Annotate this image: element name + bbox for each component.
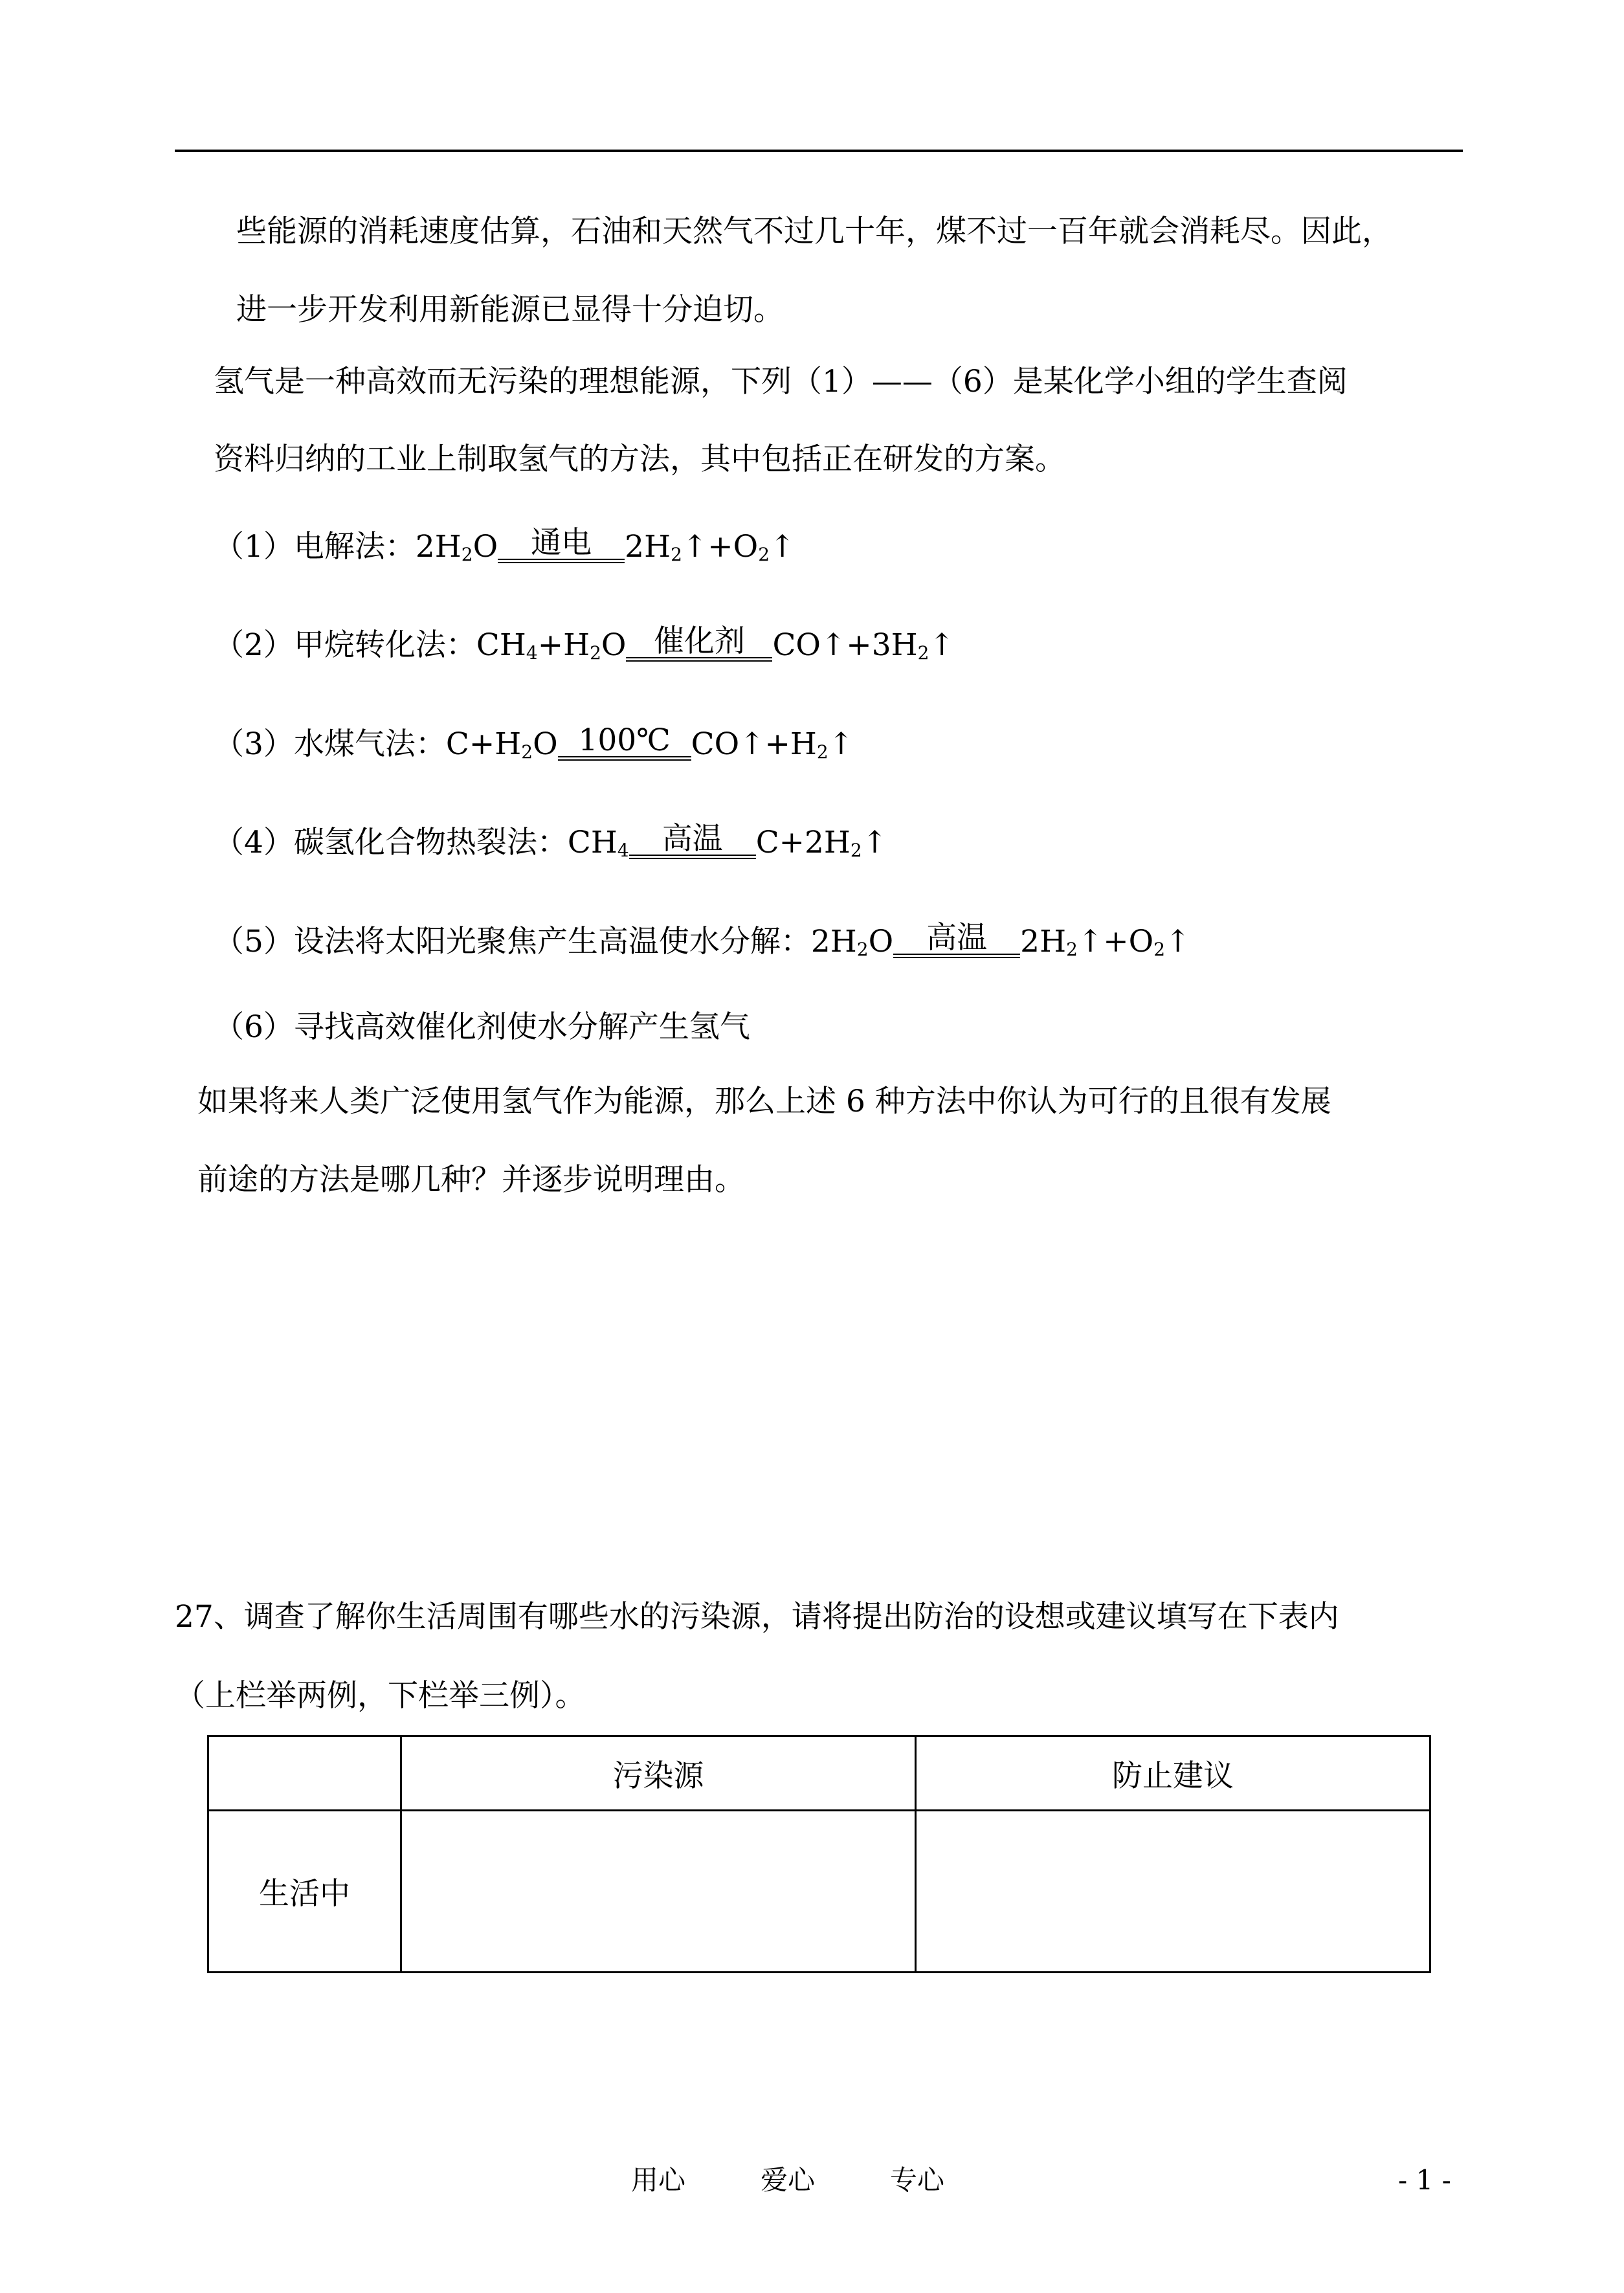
subscript: 2: [758, 544, 770, 565]
subscript: 2: [850, 840, 862, 861]
formula-part: O: [533, 726, 558, 762]
formula-part: O: [473, 529, 498, 565]
table-header-prevention: 防止建议: [916, 1736, 1430, 1811]
formula-part: 2H: [1020, 924, 1067, 959]
gas-arrow: ↑: [862, 825, 888, 860]
gas-arrow: ↑: [828, 726, 854, 762]
method-label: （2）甲烷转化法：: [214, 627, 476, 663]
footer-motto-1: 用心: [631, 2164, 686, 2196]
method-4: [214, 823, 887, 863]
reaction-condition: 通电: [498, 528, 625, 563]
method-5: [214, 920, 1191, 962]
table-row-label: 生活中: [208, 1811, 401, 1973]
reaction-condition: 100℃: [558, 725, 691, 761]
header-rule: [175, 150, 1463, 152]
formula-part: CH: [476, 627, 526, 663]
question-line: 如果将来人类广泛使用氢气作为能源，那么上述 6 种方法中你认为可行的且很有发展: [197, 1084, 1331, 1119]
method-label: （3）水煤气法：: [214, 726, 446, 762]
method-2: [214, 623, 955, 666]
subscript: 2: [461, 544, 473, 565]
question-27-line: 27、调查了解你生活周围有哪些水的污染源，请将提出防治的设想或建议填写在下表内: [175, 1599, 1339, 1635]
subscript: 2: [521, 741, 533, 763]
method-label: （1）电解法：: [214, 529, 416, 565]
paragraph-line: 氢气是一种高效而无污染的理想能源，下列（1）——（6）是某化学小组的学生查阅: [214, 364, 1348, 399]
method-label: （5）设法将太阳光聚焦产生高温使水分解：: [214, 924, 811, 959]
formula-part: 2H: [415, 529, 462, 565]
subscript: 2: [856, 939, 869, 960]
subscript: 2: [590, 642, 601, 664]
method-3: [214, 722, 854, 765]
subscript: 2: [1153, 939, 1166, 960]
formula-part: 2H: [810, 924, 857, 959]
pollution-table: [207, 1735, 1431, 1973]
subscript: 4: [526, 642, 538, 664]
reaction-condition: 高温: [629, 823, 756, 859]
paragraph-line: 进一步开发利用新能源已显得十分迫切。: [236, 292, 784, 328]
formula-part: 2H: [625, 529, 671, 565]
reaction-condition: 催化剂: [626, 626, 772, 662]
footer-motto-3: 专心: [890, 2164, 945, 2196]
table-header-empty: [208, 1736, 401, 1811]
formula-part: CO↑+H: [691, 726, 817, 762]
formula-part: O: [601, 627, 627, 663]
question-27-line: （上栏举两例，下栏举三例）。: [175, 1678, 586, 1714]
formula-part: CO↑+3H: [772, 627, 918, 663]
reaction-condition: 高温: [893, 923, 1020, 958]
paragraph-line: 些能源的消耗速度估算，石油和天然气不过几十年，煤不过一百年就会消耗尽。因此，: [236, 214, 1392, 249]
subscript: 4: [617, 840, 629, 861]
question-line: 前途的方法是哪几种？并逐步说明理由。: [197, 1162, 745, 1198]
formula-part: C+2H: [755, 825, 851, 860]
method-label: （4）碳氢化合物热裂法：: [214, 825, 568, 860]
formula-part: ↑+O: [1077, 924, 1154, 959]
formula-part: +H: [537, 627, 590, 663]
table-cell-answer[interactable]: [916, 1811, 1430, 1973]
table-header-pollution-source: 污染源: [401, 1736, 916, 1811]
subscript: 2: [671, 544, 682, 565]
formula-part: ↑+O: [682, 529, 759, 565]
method-6: （6）寻找高效催化剂使水分解产生氢气: [214, 1009, 750, 1045]
subscript: 2: [917, 642, 929, 664]
formula-part: O: [868, 924, 894, 959]
page-number: - 1 -: [1398, 2164, 1451, 2196]
formula-part: CH: [567, 825, 617, 860]
table-cell-answer[interactable]: [401, 1811, 916, 1973]
gas-arrow: ↑: [929, 627, 955, 663]
subscript: 2: [1066, 939, 1078, 960]
paragraph-line: 资料归纳的工业上制取氢气的方法，其中包括正在研发的方案。: [214, 442, 1065, 477]
method-1: [214, 525, 795, 567]
subscript: 2: [816, 741, 829, 763]
gas-arrow: ↑: [770, 529, 795, 565]
footer-motto-2: 爱心: [761, 2164, 816, 2196]
gas-arrow: ↑: [1165, 924, 1191, 959]
formula-part: C+H: [445, 726, 522, 762]
